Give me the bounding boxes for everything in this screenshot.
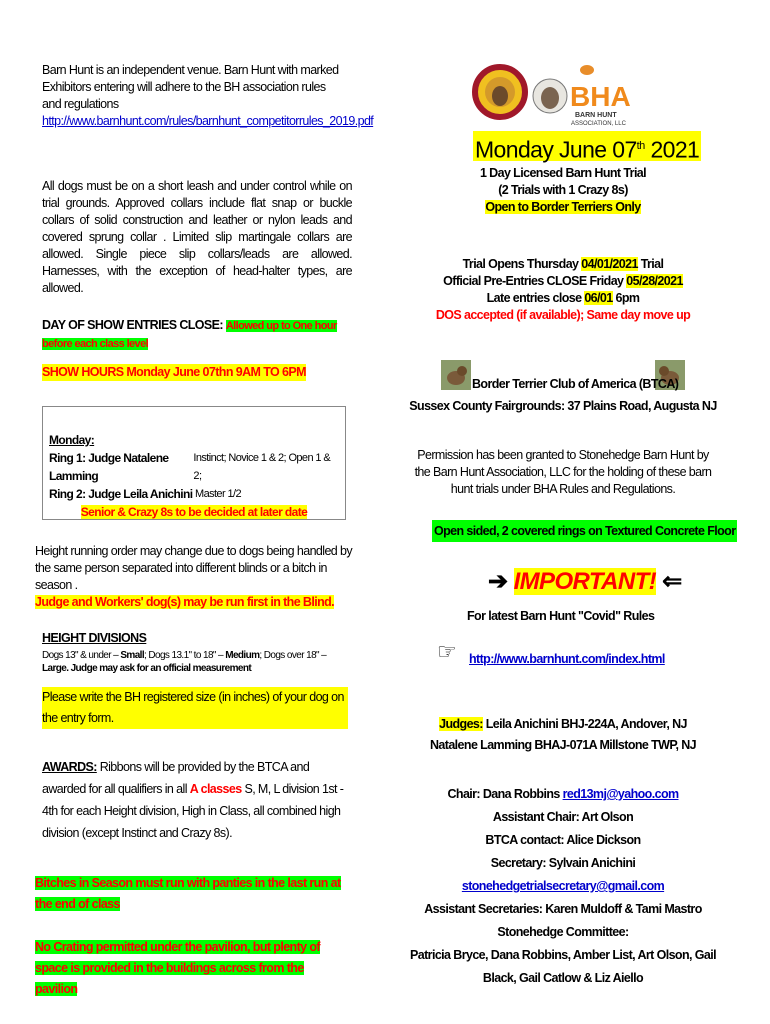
logo-group — [472, 48, 632, 134]
height-note: Please write the BH registered size (in inches) of your dog on the entry form. — [42, 687, 348, 729]
late-post: 6pm — [612, 291, 640, 305]
intro-block — [42, 62, 374, 130]
judge2: Natalene Lamming BHAJ-071A Millstone TWP, NJ — [429, 738, 697, 752]
covid-link[interactable]: http://www.barnhunt.com/index.html — [469, 652, 665, 666]
ring1-label: Ring 1: Judge Natalene Lamming — [49, 451, 169, 483]
judge1: Leila Anichini BHJ-224A, Andover, NJ — [482, 717, 687, 731]
awards-label: AWARDS: — [42, 760, 97, 774]
trial-line3: Open to Border Terriers Only — [485, 200, 641, 214]
bitches-note: Bitches in Season must run with panties in the last run at the end of class — [35, 876, 341, 911]
trial-line1: 1 Day Licensed Barn Hunt Trial — [479, 166, 647, 180]
chair-email[interactable]: red13mj@yahoo.com — [562, 787, 679, 801]
bha-logo — [570, 65, 631, 127]
height-title: HEIGHT DIVISIONS — [42, 631, 147, 645]
club-name: Border Terrier Club of America (BTCA) — [472, 377, 679, 391]
dos-accepted: DOS accepted (if available); Same day move up — [435, 308, 691, 322]
opens-date: 04/01/2021 — [581, 257, 638, 271]
bha-sub2: ASSOCIATION, LLC — [571, 121, 626, 127]
ring-schedule-box — [42, 406, 346, 520]
show-hours: SHOW HOURS Monday June 07thn 9AM TO 6PM — [42, 365, 306, 379]
judge-workers: Judge and Workers' dog(s) may be run first in the Blind. — [35, 595, 335, 609]
secretary-label: Secretary: Sylvain Anichini — [490, 856, 636, 870]
location: Sussex County Fairgrounds: 37 Plains Road, Augusta NJ — [409, 399, 717, 413]
asst-secretaries: Assistant Secretaries: Karen Muldoff & Tami Mastro — [424, 902, 702, 916]
trial-date — [473, 131, 701, 161]
asst-chair: Assistant Chair: Art Olson — [492, 810, 634, 824]
judges — [408, 714, 718, 756]
btca-contact: BTCA contact: Alice Dickson — [485, 833, 641, 847]
date-sup: th — [636, 140, 645, 152]
ring1-classes: Instinct; Novice 1 & 2; Open 1 & 2; — [193, 452, 331, 482]
crating-note: No Crating permitted under the pavilion, but plenty of space is provided in the buildings across from the pavilion — [35, 940, 320, 996]
opens-pre: Trial Opens Thursday — [462, 257, 582, 271]
awards-text-2: S, M, L division 1st - 4th for each Height division, High in Class, all combined high division (except Instinct and Crazy 8s). — [42, 782, 344, 840]
opens-post: Trial — [637, 257, 664, 271]
late-pre: Late entries close — [486, 291, 585, 305]
height-small: Small — [120, 650, 145, 661]
entry-dates — [408, 256, 718, 324]
stonehedge-logo — [475, 67, 525, 117]
schedule-day: Monday: — [49, 433, 95, 447]
dos-entries — [42, 317, 347, 353]
height-large: Large — [42, 663, 67, 674]
date-year: 2021 — [644, 136, 700, 163]
awards-a-classes: A classes — [189, 782, 242, 796]
awards-text-1: Ribbons will be provided by the BTCA and awarded for all qualifiers in all — [42, 760, 310, 796]
terrier-photo-left — [441, 360, 471, 390]
important-banner — [488, 566, 682, 598]
intro-text: Barn Hunt is an independent venue. Barn Hunt with marked Exhibitors entering will adhere to the BH association rules and regulations — [42, 63, 339, 111]
logos — [472, 48, 632, 134]
ring2-label: Ring 2: Judge Leila Anichini — [49, 487, 193, 501]
important-text: IMPORTANT! — [513, 568, 657, 595]
height-text-2: ; Dogs 13.1" to 18" – — [144, 650, 224, 661]
rings-info: Open sided, 2 covered rings on Textured Concrete Floor — [432, 520, 737, 542]
height-order: Height running order may change due to dogs being handled by the same person separated into different blinds or a bitch in season . — [35, 544, 353, 592]
covid-rules: For latest Barn Hunt "Covid" Rules — [467, 609, 655, 623]
height-text-4: . Judge may ask for an official measurement — [66, 663, 252, 674]
pointing-hand-icon: ☞ — [437, 639, 457, 664]
close-date: 05/28/2021 — [626, 274, 683, 288]
height-text-1: Dogs 13" & under – — [42, 650, 119, 661]
trial-line2: (2 Trials with 1 Crazy 8s) — [498, 183, 628, 197]
awards — [42, 756, 347, 844]
trial-info — [418, 165, 708, 216]
btca-logo — [533, 79, 567, 113]
dos-value: Allowed up to One hour before each class level — [42, 320, 337, 350]
committee-members: Patricia Bryce, Dana Robbins, Amber List, Art Olson, Gail Black, Gail Catlow & Liz Aiello — [410, 948, 716, 985]
arrow-right-icon: ➔ — [488, 568, 508, 595]
dos-label: DAY OF SHOW ENTRIES CLOSE: — [42, 318, 223, 332]
height-order-block — [35, 543, 355, 611]
height-text — [42, 649, 352, 675]
rules-link[interactable]: http://www.barnhunt.com/rules/barnhunt_competitorrules_2019.pdf — [42, 114, 374, 128]
bha-letters: BHA — [570, 81, 631, 112]
height-text-3: ; Dogs over 18" – — [259, 650, 327, 661]
contacts — [400, 783, 726, 990]
height-divisions — [42, 630, 352, 675]
leash-rules: All dogs must be on a short leash and under control while on trial grounds. Approved collars include flat snap or buckle collars of solid construction and leather or nylon leads and covered sprung collar . Limited slip martingale collars are allowed. Single piece slip collars/leads are allowed. Harnesses, with the exception of head-halter types, are allowed. — [42, 179, 352, 295]
secretary-email[interactable]: stonehedgetrialsecretary@gmail.com — [461, 879, 665, 893]
late-date: 06/01 — [584, 291, 613, 305]
bha-sub1: BARN HUNT — [575, 112, 617, 119]
judges-label: Judges: — [439, 717, 483, 731]
committee-title: Stonehedge Committee: — [497, 925, 629, 939]
height-medium: Medium — [225, 650, 260, 661]
permission: Permission has been granted to Stonehedge Barn Hunt by the Barn Hunt Association, LLC for the holding of these barn hunt trials under BHA Rules and Regulations. — [414, 448, 712, 496]
chair-label: Chair: Dana Robbins — [447, 787, 563, 801]
schedule-note: Senior & Crazy 8s to be decided at later date — [80, 505, 308, 519]
ring2-classes: Master 1/2 — [195, 488, 241, 500]
date-main: Monday June 07 — [475, 136, 637, 163]
close-pre: Official Pre-Entries CLOSE Friday — [443, 274, 627, 288]
arrow-left-icon: ⇐ — [662, 568, 682, 595]
